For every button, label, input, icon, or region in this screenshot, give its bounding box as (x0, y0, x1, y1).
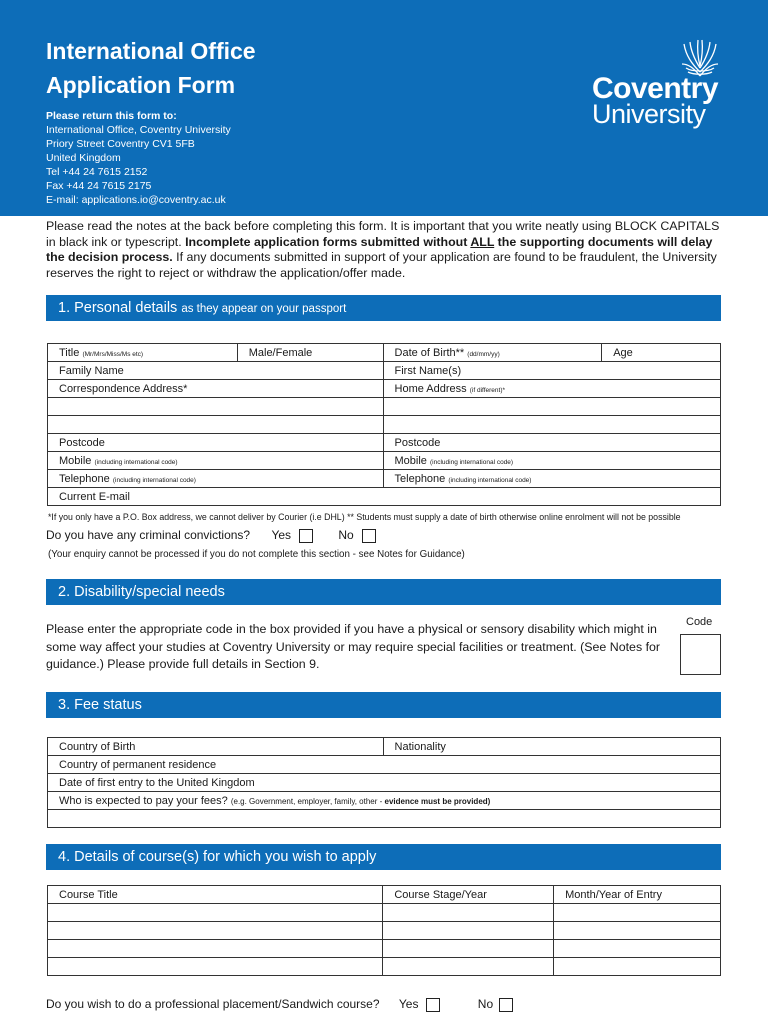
address-line: United Kingdom (46, 152, 121, 164)
field-label: Telephone (59, 472, 110, 485)
title-field[interactable] (48, 344, 238, 362)
logo-text-coventry: Coventry (592, 72, 719, 105)
personal-details-table (47, 343, 721, 506)
address-line-field[interactable] (383, 416, 720, 434)
logo-text-university: University (592, 99, 706, 129)
address-line: Fax +44 24 7615 2175 (46, 180, 152, 192)
form-title (46, 34, 256, 102)
intro-bold: Incomplete application forms submitted without (185, 234, 471, 249)
course-title-cell[interactable] (48, 904, 383, 922)
form-title-line2: Application Form (46, 72, 236, 98)
field-hint: (dd/mm/yy) (467, 350, 500, 358)
field-hint: (including international code) (94, 458, 178, 466)
address-line-field[interactable] (383, 398, 720, 416)
correspondence-address-field[interactable] (48, 380, 384, 398)
field-label: Country of permanent residence (59, 758, 217, 771)
column-header: Month/Year of Entry (565, 888, 662, 901)
fees-payer-line-field[interactable] (48, 810, 721, 828)
age-field[interactable] (602, 344, 721, 362)
field-label: Mobile (394, 454, 427, 467)
first-names-field[interactable] (383, 362, 720, 380)
field-label: Correspondence Address* (59, 382, 188, 395)
yes-label: Yes (398, 997, 419, 1011)
coventry-logo (592, 38, 722, 130)
field-label: Title (59, 346, 80, 359)
course-title-cell[interactable] (48, 922, 383, 940)
course-stage-cell[interactable] (383, 940, 554, 958)
section-title: 4. Details of course(s) for which you wish to apply (58, 849, 377, 865)
field-label: Postcode (394, 436, 441, 449)
postcode-left-field[interactable] (48, 434, 384, 452)
field-label: Age (613, 346, 633, 359)
field-label: Male/Female (248, 346, 313, 359)
address-line: Tel +44 24 7615 2152 (46, 166, 148, 178)
field-label: Home Address (394, 382, 467, 395)
course-stage-header (383, 886, 554, 904)
header-banner (0, 0, 768, 216)
field-label: Country of Birth (59, 740, 136, 753)
entry-date-cell[interactable] (554, 940, 721, 958)
section-3-header (46, 692, 721, 718)
placement-question (46, 997, 513, 1012)
gender-field[interactable] (237, 344, 383, 362)
field-label: First Name(s) (394, 364, 462, 377)
field-label: Mobile (59, 454, 92, 467)
section-title: 2. Disability/special needs (58, 584, 225, 600)
question-text: Do you have any criminal convictions? (46, 528, 251, 542)
field-label: Telephone (394, 472, 446, 485)
no-label: No (338, 528, 354, 542)
address-line-field[interactable] (48, 416, 384, 434)
return-address (46, 109, 231, 207)
course-stage-cell[interactable] (383, 904, 554, 922)
entry-date-cell[interactable] (554, 922, 721, 940)
section-title: 1. Personal details (58, 300, 178, 316)
courses-table (47, 885, 721, 976)
residence-field[interactable] (48, 756, 721, 774)
email-field[interactable] (48, 488, 721, 506)
disability-instructions: Please enter the appropriate code in the box provided if you have a physical or sensory disability which might in some way affect your studies at Coventry University or may require special facilities or treatment. (See Notes for guidance.) Please provide full details in Section 9. (46, 622, 661, 671)
fees-payer-field[interactable] (48, 792, 721, 810)
return-heading: Please return this form to: (46, 110, 177, 122)
no-label: No (477, 997, 494, 1011)
course-title-cell[interactable] (48, 958, 383, 976)
family-name-field[interactable] (48, 362, 384, 380)
convictions-no-checkbox[interactable] (362, 529, 376, 543)
personal-details-footnote: *If you only have a P.O. Box address, we cannot deliver by Courier (i.e DHL) ** Students must supply a date of birth otherwise online enrolment will not be possible (48, 512, 681, 522)
section-1-header (46, 295, 721, 321)
fee-status-table (47, 737, 721, 828)
field-hint: (including international code) (112, 476, 196, 484)
field-label: Family Name (59, 364, 124, 377)
telephone-right-field[interactable] (383, 470, 720, 488)
field-label: Who is expected to pay your fees? (59, 794, 228, 807)
address-line: E-mail: applications.io@coventry.ac.uk (46, 194, 226, 206)
first-entry-field[interactable] (48, 774, 721, 792)
postcode-right-field[interactable] (383, 434, 720, 452)
home-address-field[interactable] (383, 380, 720, 398)
address-line-field[interactable] (48, 398, 384, 416)
course-stage-cell[interactable] (383, 922, 554, 940)
intro-bold-underlined: ALL (470, 234, 495, 249)
field-hint: (including international code) (448, 476, 532, 484)
section-4-header (46, 844, 721, 870)
field-label: Date of Birth** (394, 346, 465, 359)
field-hint: (including international code) (429, 458, 514, 466)
column-header: Course Title (59, 888, 118, 901)
entry-date-header (554, 886, 721, 904)
convictions-question (46, 528, 376, 543)
intro-text: If any documents submitted in support of your application are found to be fraudulent, the University reserves the right to reject or withdraw the application/offer made. (46, 250, 717, 280)
intro-bold: the supporting documents will delay the decision process. (46, 234, 713, 264)
field-label: Current E-mail (59, 490, 130, 503)
course-stage-cell[interactable] (383, 958, 554, 976)
field-label: Nationality (394, 740, 446, 753)
form-title-line1: International Office (46, 38, 256, 64)
field-label: Postcode (59, 436, 105, 449)
telephone-left-field[interactable] (48, 470, 384, 488)
convictions-note: (Your enquiry cannot be processed if you do not complete this section - see Notes for Guidance) (48, 549, 465, 560)
course-title-header (48, 886, 383, 904)
convictions-yes-checkbox[interactable] (299, 529, 313, 543)
field-hint: (Mr/Mrs/Miss/Ms etc) (82, 350, 144, 358)
address-line: International Office, Coventry University (46, 124, 231, 136)
yes-label: Yes (271, 528, 292, 542)
field-label: Date of first entry to the United Kingdom (59, 776, 255, 789)
mobile-right-field[interactable] (383, 452, 720, 470)
field-hint: (if different)* (469, 386, 506, 394)
address-line: Priory Street Coventry CV1 5FB (46, 138, 195, 150)
column-header: Course Stage/Year (394, 888, 487, 901)
code-label: Code (686, 616, 713, 628)
disability-code-input[interactable] (680, 634, 721, 675)
question-text: Do you wish to do a professional placement/Sandwich course? (46, 997, 380, 1011)
placement-yes-checkbox[interactable] (426, 998, 440, 1012)
field-hint-bold: evidence must be provided) (384, 796, 491, 806)
section-subtitle: as they appear on your passport (181, 303, 347, 315)
dob-field[interactable] (383, 344, 602, 362)
course-title-cell[interactable] (48, 940, 383, 958)
section-title: 3. Fee status (58, 697, 142, 713)
placement-no-checkbox[interactable] (499, 998, 513, 1012)
entry-date-cell[interactable] (554, 958, 721, 976)
intro-text: Please read the notes at the back before completing this form. It is important that you write neatly using BLOCK CAPITALS in black ink or typescript. (46, 219, 720, 249)
entry-date-cell[interactable] (554, 904, 721, 922)
nationality-field[interactable] (383, 738, 720, 756)
section-2-header (46, 579, 721, 605)
country-of-birth-field[interactable] (48, 738, 384, 756)
field-hint: (e.g. Government, employer, family, other - (230, 796, 385, 806)
intro-paragraph (46, 219, 726, 281)
mobile-left-field[interactable] (48, 452, 384, 470)
